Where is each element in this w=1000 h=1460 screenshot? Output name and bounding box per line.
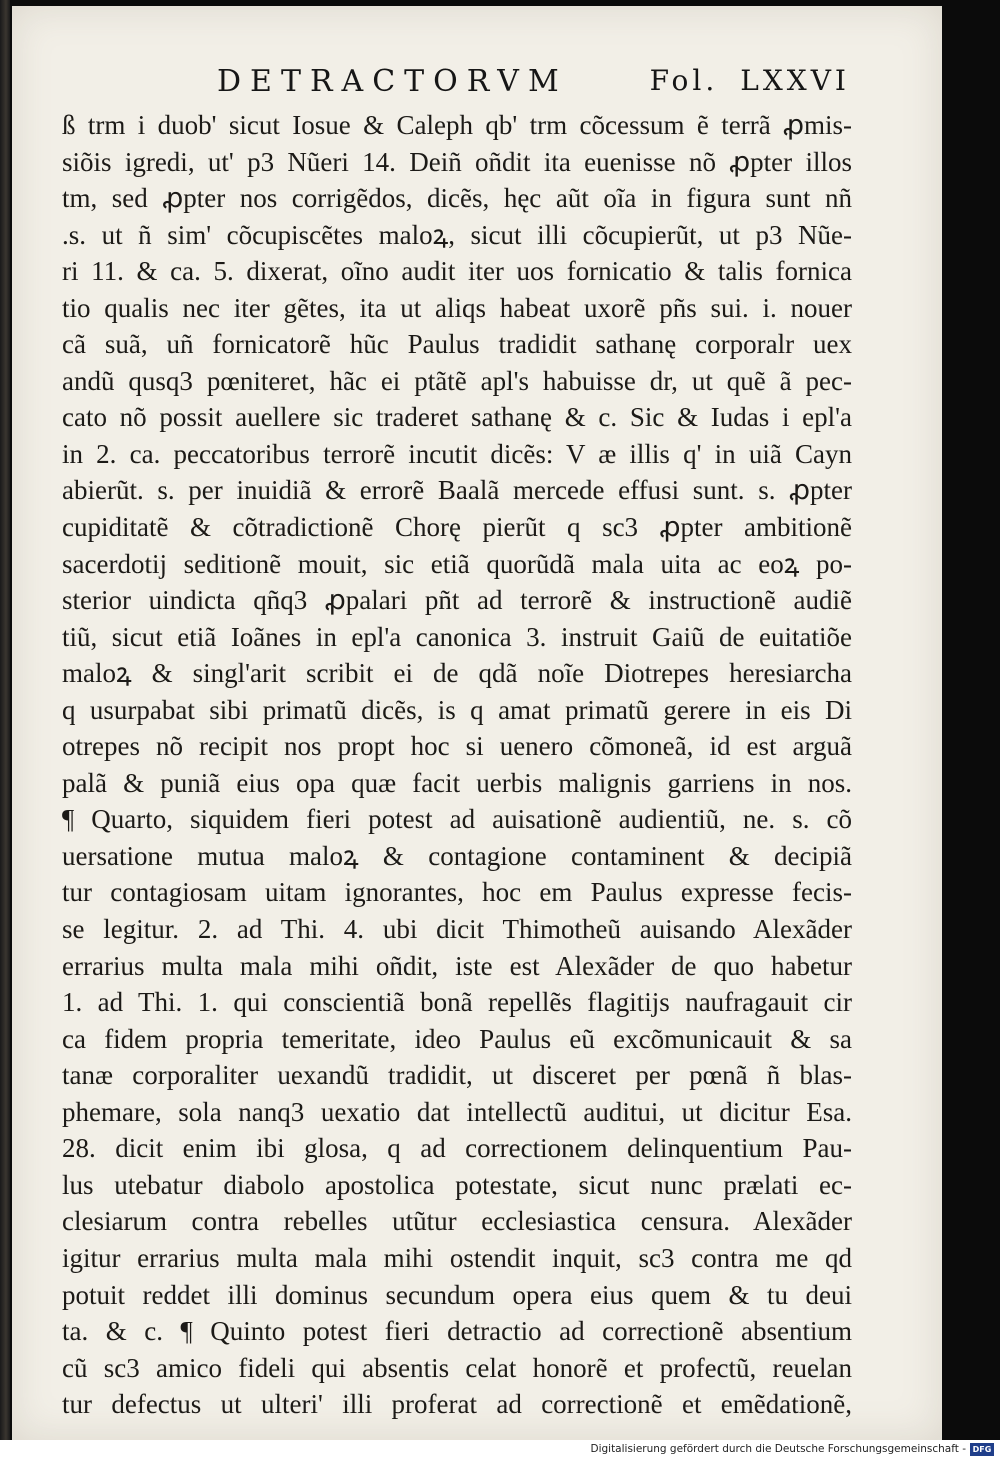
funding-note: Digitalisierung gefördert durch die Deutsche Forschungsgemeinschaft - bbox=[590, 1443, 966, 1455]
text-line: tur contagiosam uitam ignorantes, hoc em Paulus expresse fecis- bbox=[62, 877, 852, 908]
text-line: tiũ, sicut etiã Ioãnes in epl'a canonica 3. instruit Gaiũ de euitatiõe bbox=[62, 621, 852, 652]
text-line: phemare, sola nanq3 uexatio dat intellectũ auditui, ut dicitur Esa. bbox=[62, 1096, 852, 1127]
text-line: siõis igredi, ut' p3 Nũeri 14. Deiñ oñdit ita euenisse nõ ꝓpter illos bbox=[62, 146, 852, 177]
folio-label: Fol. bbox=[649, 64, 719, 97]
page-header bbox=[12, 64, 942, 104]
text-line: tanæ corporaliter uexandũ tradidit, ut disceret per pœnã ñ blas- bbox=[62, 1060, 852, 1091]
text-line: tur defectus ut ulteri' illi proferat ad correctionẽ et emẽdationẽ, bbox=[62, 1389, 852, 1420]
text-line: ca fidem propria temeritate, ideo Paulus eũ excõmunicauit & sa bbox=[62, 1023, 852, 1054]
text-line: lus utebatur diabolo apostolica potestate, sicut nunc prælati ec- bbox=[62, 1169, 852, 1200]
text-line: potuit reddet illi dominus secundum opera eius quem & tu deui bbox=[62, 1279, 852, 1310]
book-fore-edge bbox=[0, 0, 10, 1440]
text-line: ¶ Quarto, siquidem fieri potest ad auisationẽ audientiũ, ne. s. cõ bbox=[62, 804, 852, 835]
text-line: abierũt. s. per inuidiã & errorẽ Baalã mercede effusi sunt. s. ꝓpter bbox=[62, 475, 852, 506]
text-line: ri 11. & ca. 5. dixerat, oĩno audit iter uos fornicatio & talis fornica bbox=[62, 256, 852, 287]
text-line: errarius multa mala mihi oñdit, iste est Alexãder de quo habetur bbox=[62, 950, 852, 981]
text-line: igitur errarius multa mala mihi ostendit inquit, sc3 contra me qd bbox=[62, 1242, 852, 1273]
text-line: otrepes nõ recipit nos propt hoc si uenero cõmoneã, id est arguã bbox=[62, 731, 852, 762]
folio-marker bbox=[650, 64, 850, 97]
text-line: andũ qusq3 pœniteret, hãc ei ptãtẽ apl's habuisse dr, ut quẽ ã pec- bbox=[62, 365, 852, 396]
text-line: ß trm i duob' sicut Iosue & Caleph qb' trm cõcessum ẽ terrã ꝓmis- bbox=[62, 110, 852, 140]
text-line: cato nõ possit auellere sic traderet sathanę & c. Sic & Iudas i epl'a bbox=[62, 402, 852, 433]
text-line: sterior uindicta qñq3 ꝓpalari pñt ad terrorẽ & instructionẽ audiẽ bbox=[62, 585, 852, 616]
body-text bbox=[62, 107, 852, 1423]
book-page bbox=[12, 6, 942, 1440]
text-line: cã suã, uñ fornicatorẽ hũc Paulus tradidit sathanę corporalr uex bbox=[62, 329, 852, 360]
text-line: palã & puniã eius opa quæ facit uerbis malignis garriens in nos. bbox=[62, 767, 852, 798]
text-line: ta. & c. ¶ Quinto potest fieri detractio ad correctionẽ absentium bbox=[62, 1316, 852, 1347]
text-line: tm, sed ꝓpter nos corrigẽdos, dicẽs, hęc aũt oĩa in figura sunt nñ bbox=[62, 183, 852, 214]
text-line: 1. ad Thi. 1. qui conscientiã bonã repellẽs flagitijs naufragauit cir bbox=[62, 987, 852, 1018]
folio-number: LXXVI bbox=[740, 64, 850, 97]
text-line: maloꝝ & singl'arit scribit ei de qdã noĩe Diotrepes heresiarcha bbox=[62, 658, 852, 689]
text-line: cupiditatẽ & cõtradictionẽ Chorę pierũt q sc3 ꝓpter ambitionẽ bbox=[62, 512, 852, 543]
dfg-logo: DFG bbox=[970, 1443, 994, 1456]
text-line: cũ sc3 amico fideli qui absentis celat honorẽ et profectũ, reuelan bbox=[62, 1352, 852, 1383]
text-line: se legitur. 2. ad Thi. 4. ubi dicit Thimotheũ auisando Alexãder bbox=[62, 914, 852, 945]
text-line: sacerdotij seditionẽ mouit, sic etiã quorũdã mala uita ac eoꝝ po- bbox=[62, 548, 852, 579]
text-line: q usurpabat sibi primatũ dicẽs, is q amat primatũ gerere in eis Di bbox=[62, 694, 852, 725]
running-title: DETRACTORVM bbox=[217, 64, 568, 99]
funding-footer bbox=[0, 1440, 1000, 1460]
text-line: 28. dicit enim ibi glosa, q ad correctionem delinquentium Pau- bbox=[62, 1133, 852, 1164]
text-line: tio qualis nec iter gẽtes, ita ut aliqs habeat uxorẽ pñs sui. i. nouer bbox=[62, 292, 852, 323]
text-line: clesiarum contra rebelles utũtur ecclesiastica censura. Alexãder bbox=[62, 1206, 852, 1237]
text-line: uersatione mutua maloꝝ & contagione contaminent & decipiã bbox=[62, 840, 852, 871]
text-line: in 2. ca. peccatoribus terrorẽ incutit dicẽs: V æ illis q' in uiã Cayn bbox=[62, 438, 852, 469]
text-line: .s. ut ñ sim' cõcupiscẽtes maloꝝ, sicut illi cõcupierũt, ut p3 Nũe- bbox=[62, 219, 852, 250]
